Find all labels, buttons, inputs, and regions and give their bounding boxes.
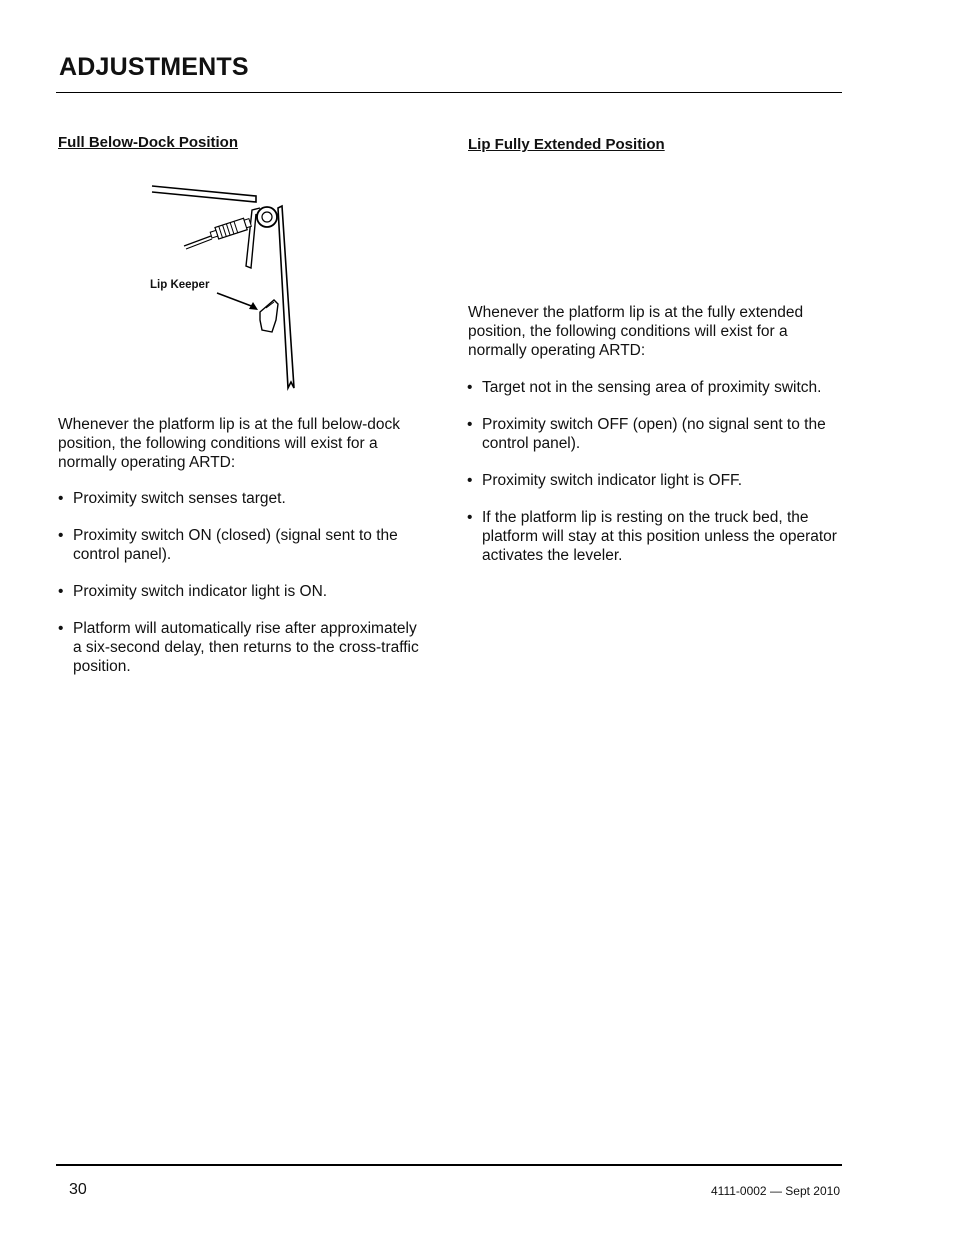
bullet-icon: • [467,509,473,526]
document-reference: 4111-0002 — Sept 2010 [711,1184,840,1198]
list-item: • Platform will automatically rise after approximately a six-second delay, then returns to the cross-traffic position. [58,620,419,675]
bullet-icon: • [467,379,473,396]
bullet-icon: • [58,620,64,637]
lip-extended-intro: Whenever the platform lip is at the fully extended position, the following conditions will exist for a normally operating ARTD: [468,304,804,359]
below-dock-intro: Whenever the platform lip is at the full below-dock position, the following conditions will exist for a normally operating ARTD: [58,416,401,471]
list-item: • Proximity switch indicator light is OFF. [467,472,743,489]
list-item: • Proximity switch senses target. [58,490,286,507]
header-rule [56,92,842,93]
lip-extended-conditions-list [467,378,839,583]
footer-rule [56,1164,842,1166]
list-item: • Target not in the sensing area of proximity switch. [467,379,822,396]
bullet-icon: • [58,583,64,600]
below-dock-conditions-list [58,489,428,694]
bullet-icon: • [58,527,64,544]
bullet-icon: • [58,490,64,507]
bullet-icon: • [467,416,473,433]
list-item: • If the platform lip is resting on the truck bed, the platform will stay at this position unless the operator activates the leveler. [467,509,837,564]
section-heading-below-dock: Full Below-Dock Position [58,134,239,151]
lip-keeper-label: Lip Keeper [150,279,210,291]
list-item: • Proximity switch OFF (open) (no signal sent to the control panel). [467,416,826,452]
list-item: • Proximity switch ON (closed) (signal sent to the control panel). [58,527,398,563]
bullet-icon: • [467,472,473,489]
page-number: 30 [69,1181,87,1198]
section-heading-lip-extended: Lip Fully Extended Position [468,136,665,153]
page-title: ADJUSTMENTS [59,53,249,81]
list-item: • Proximity switch indicator light is ON. [58,583,328,600]
